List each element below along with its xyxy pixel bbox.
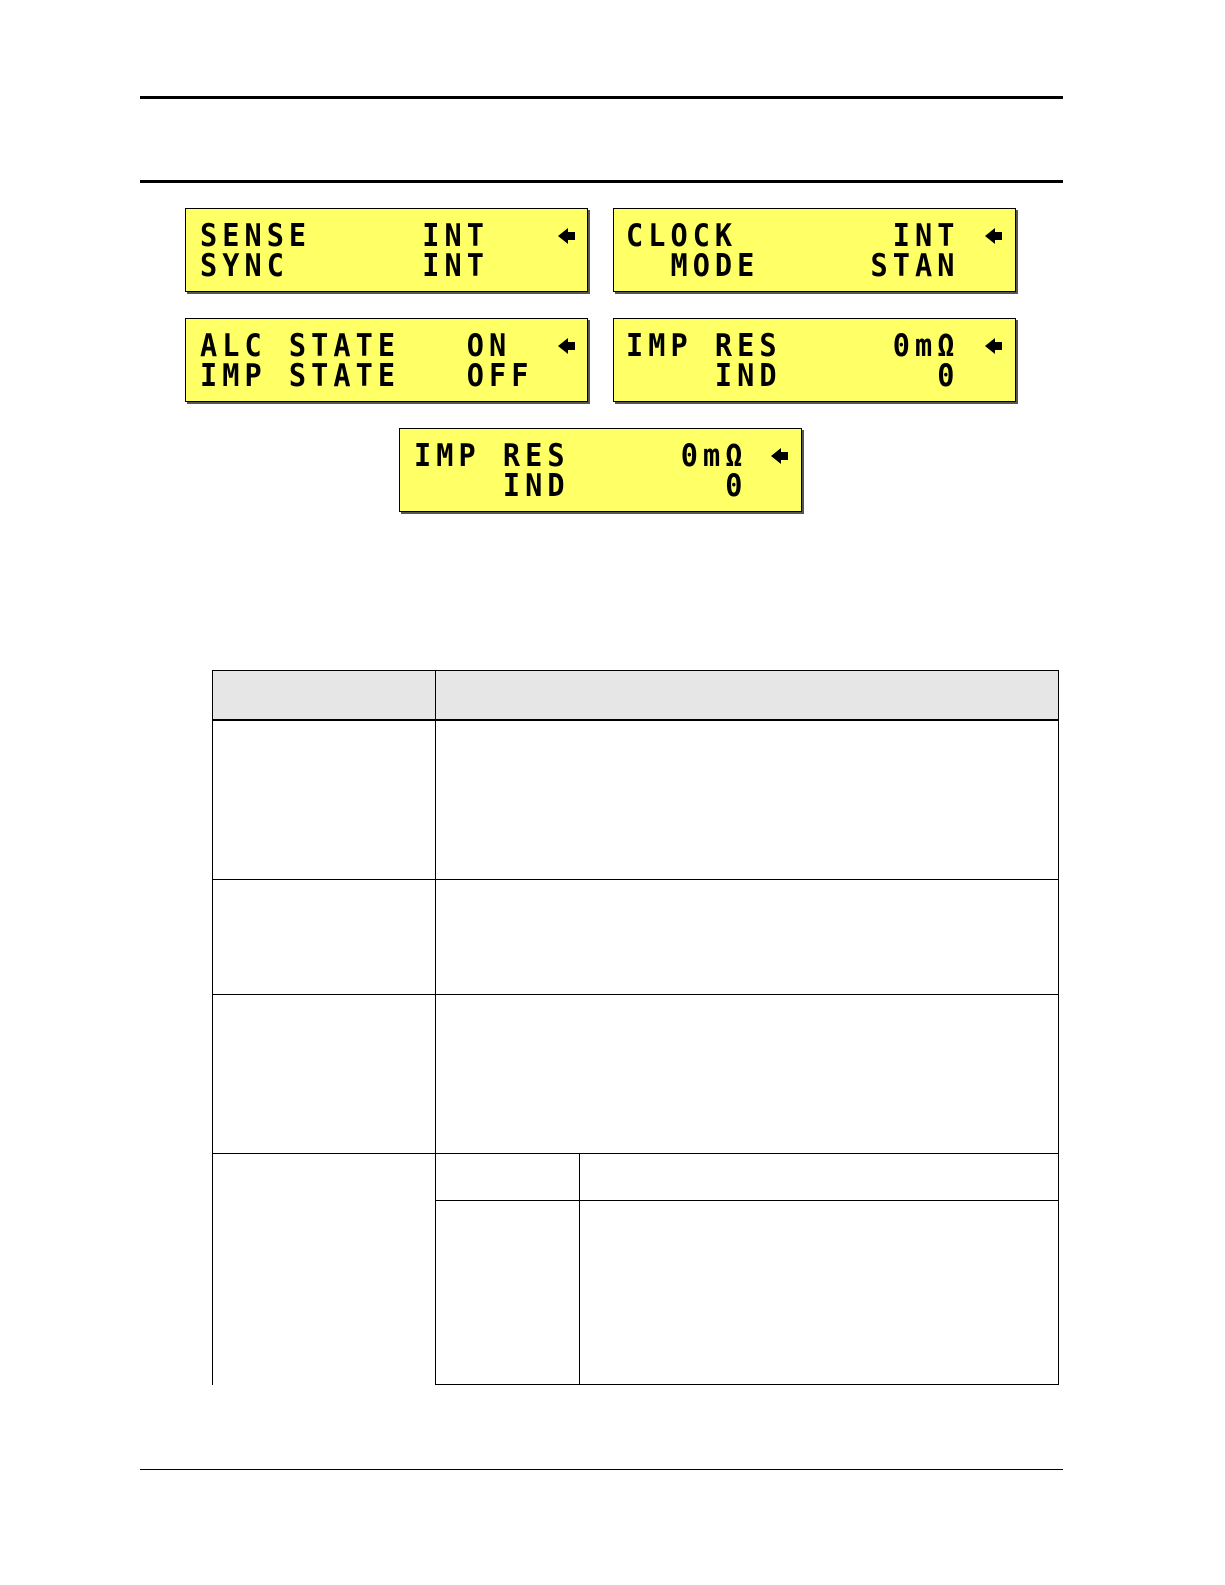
table-cell — [436, 880, 1059, 995]
table-cell — [213, 1154, 436, 1385]
arrow-left-icon — [985, 338, 995, 354]
table-cell — [580, 1201, 1059, 1385]
footer-rule — [140, 1469, 1063, 1470]
header-top-rule — [140, 96, 1063, 99]
lcd-panel-sense-sync — [185, 208, 588, 292]
sub-header-cell — [436, 1154, 580, 1201]
header-bottom-rule — [140, 180, 1063, 183]
settings-table — [212, 670, 1059, 1385]
header-cell-parameter — [213, 671, 436, 721]
table-row — [213, 995, 1059, 1154]
arrow-left-icon — [771, 448, 781, 464]
table-cell — [436, 720, 1059, 880]
table-cell — [213, 880, 436, 995]
lcd-line-1: IMP RES 0mΩ — [414, 438, 748, 474]
arrow-left-icon — [558, 338, 568, 354]
table-row — [213, 720, 1059, 880]
lcd-line-2: IMP STATE OFF — [200, 358, 534, 394]
lcd-panel-clock-mode — [613, 208, 1016, 292]
lcd-line-1: ALC STATE ON — [200, 328, 512, 364]
lcd-panel-imp-res-ind — [613, 318, 1016, 402]
lcd-line-1: SENSE INT — [200, 218, 490, 254]
lcd-line-1: IMP RES 0mΩ — [626, 328, 960, 364]
header-cell-description — [436, 671, 1059, 721]
lcd-panel-imp-res-ind-2 — [399, 428, 802, 512]
sub-header-cell — [580, 1154, 1059, 1201]
lcd-panel-alc-imp-state — [185, 318, 588, 402]
table-row — [213, 1154, 1059, 1201]
table-row — [213, 880, 1059, 995]
lcd-line-2: SYNC INT — [200, 248, 490, 284]
lcd-line-2: MODE STAN — [626, 248, 960, 284]
table-cell — [213, 720, 436, 880]
table-cell — [213, 995, 436, 1154]
lcd-line-1: CLOCK INT — [626, 218, 960, 254]
lcd-line-2: IND 0 — [626, 358, 960, 394]
arrow-left-icon — [558, 228, 568, 244]
table-cell — [436, 1201, 580, 1385]
table-cell — [436, 995, 1059, 1154]
arrow-left-icon — [985, 228, 995, 244]
lcd-line-2: IND 0 — [414, 468, 748, 504]
table-header-row — [213, 671, 1059, 721]
